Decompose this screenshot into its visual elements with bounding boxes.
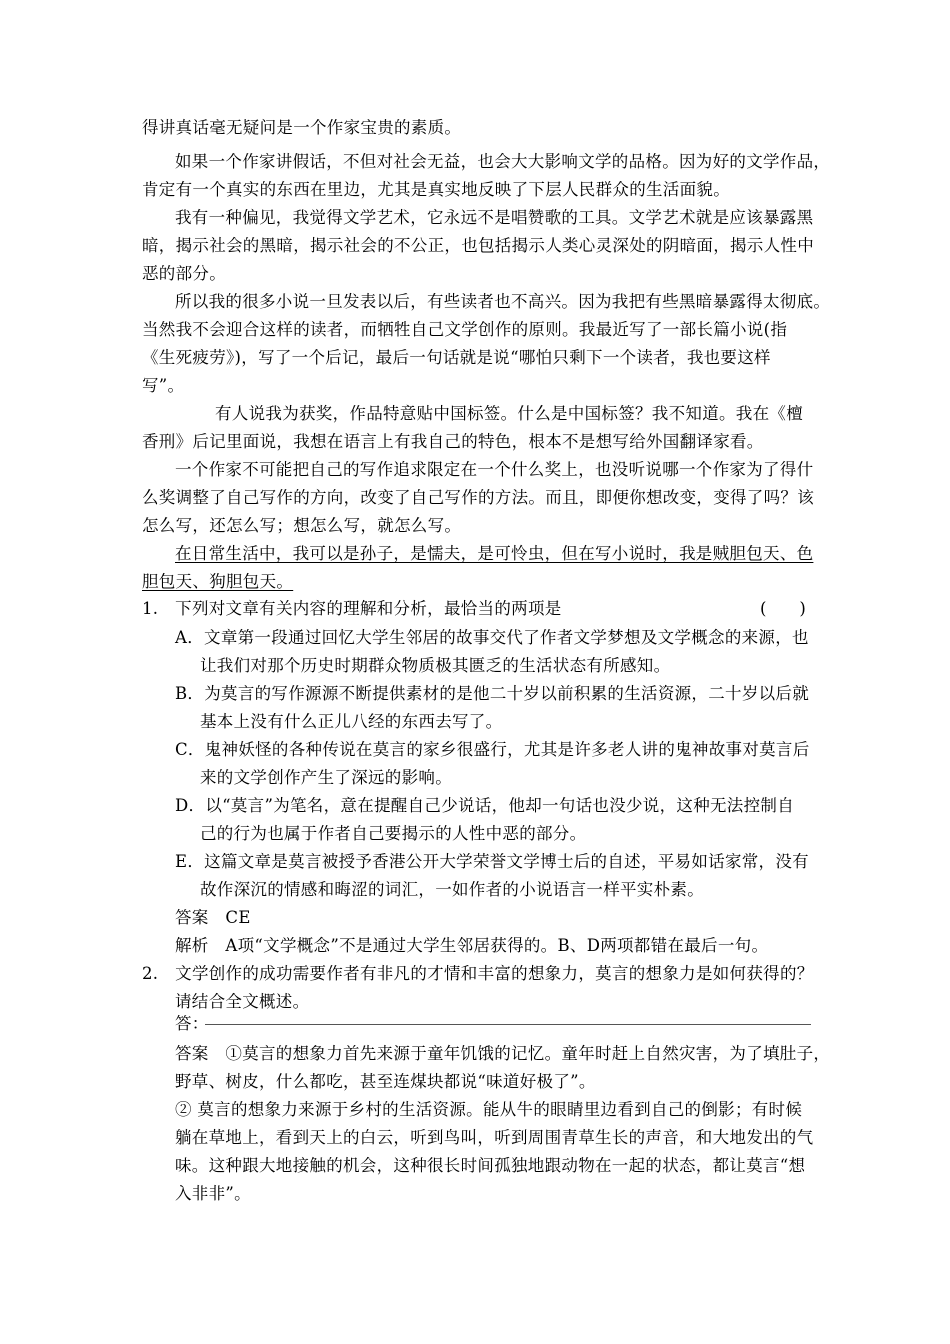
question-2-answer-line: ② 莫言的想象力来源于乡村的生活资源。能从牛的眼睛里边看到自己的倒影；有时候 <box>175 1100 803 1119</box>
paragraph-line: 所以我的很多小说一旦发表以后，有些读者也不高兴。因为我把有些黑暗暴露得太彻底。 <box>175 292 831 311</box>
paragraph-line: 一个作家不可能把自己的写作追求限定在一个什么奖上，也没听说哪一个作家为了得什 <box>175 460 814 479</box>
question-2-answer-line: 野草、树皮，什么都吃，甚至连煤块都说“味道好极了”。 <box>175 1072 596 1091</box>
question-2-answer-line: 味。这种跟大地接触的机会，这种很长时间孤独地跟动物在一起的状态，都让莫言“想 <box>175 1156 806 1175</box>
option-d: D．以“莫言”为笔名，意在提醒自己少说话，他却一句话也没少说，这种无法控制自 <box>175 796 794 815</box>
question-2-answer-line: 躺在草地上，看到天上的白云，听到鸟叫，听到周围青草生长的声音，和大地发出的气 <box>175 1128 814 1147</box>
paragraph-line: 恶的部分。 <box>142 264 226 283</box>
option-a: A．文章第一段通过回忆大学生邻居的故事交代了作者文学梦想及文学概念的来源，也 <box>175 628 809 647</box>
question-2-stem-cont: 请结合全文概述。 <box>175 992 310 1011</box>
paragraph-line: 当然我不会迎合这样的读者，而牺牲自己文学创作的原则。我最近写了一部长篇小说(指 <box>142 320 788 339</box>
answer-bracket: ( ) <box>760 599 806 618</box>
paragraph-line: 肯定有一个真实的东西在里边，尤其是真实地反映了下层人民群众的生活面貌。 <box>142 180 730 199</box>
option-b: B．为莫言的写作源源不断提供素材的是他二十岁以前积累的生活资源，二十岁以后就 <box>175 684 810 703</box>
paragraph-line: 么奖调整了自己写作的方向，改变了自己写作的方法。而且，即便你想改变，变得了吗？该 <box>142 488 814 507</box>
question-2-answer: 答案 ①莫言的想象力首先来源于童年饥饿的记忆。童年时赶上自然灾害，为了填肚子， <box>175 1044 831 1063</box>
option-e: E．这篇文章是莫言被授予香港公开大学荣誉文学博士后的自述，平易如话家常，没有 <box>175 852 809 871</box>
paragraph-line: 得讲真话毫无疑问是一个作家宝贵的素质。 <box>142 118 462 137</box>
option-c: C．鬼神妖怪的各种传说在莫言的家乡很盛行，尤其是许多老人讲的鬼神故事对莫言后 <box>175 740 810 759</box>
option-c-cont: 来的文学创作产生了深远的影响。 <box>200 768 452 787</box>
answer-prompt: 答： <box>175 1014 209 1033</box>
paragraph-line: 《生死疲劳》)，写了一个后记，最后一句话就是说“哪怕只剩下一个读者，我也要这样 <box>142 348 771 367</box>
option-d-cont: 己的行为也属于作者自己要揭示的人性中恶的部分。 <box>200 824 587 843</box>
paragraph-line: 暗，揭示社会的黑暗，揭示社会的不公正，也包括揭示人类心灵深处的阴暗面，揭示人性中 <box>142 236 814 255</box>
question-2-stem: 2. 文学创作的成功需要作者有非凡的才情和丰富的想象力，莫言的想象力是如何获得的？ <box>142 964 814 983</box>
paragraph-line: 我有一种偏见，我觉得文学艺术，它永远不是唱赞歌的工具。文学艺术就是应该暴露黑 <box>175 208 814 227</box>
question-1-analysis: 解析 A项“文学概念”不是通过大学生邻居获得的。B、D两项都错在最后一句。 <box>175 936 769 955</box>
question-1-answer: 答案 CE <box>175 908 251 927</box>
paragraph-line: 如果一个作家讲假话，不但对社会无益，也会大大影响文学的品格。因为好的文学作品， <box>175 152 831 171</box>
paragraph-line: 怎么写，还怎么写；想怎么写，就怎么写。 <box>142 516 462 535</box>
paragraph-line: 写”。 <box>142 376 185 395</box>
answer-blank-line[interactable] <box>205 1023 811 1025</box>
option-a-cont: 让我们对那个历史时期群众物质极其匮乏的生活状态有所感知。 <box>200 656 671 675</box>
option-e-cont: 故作深沉的情感和晦涩的词汇，一如作者的小说语言一样平实朴素。 <box>200 880 704 899</box>
question-1-stem: 1. 下列对文章有关内容的理解和分析，最恰当的两项是 <box>142 599 562 618</box>
underlined-line: 在日常生活中，我可以是孙子，是懦夫，是可怜虫，但在写小说时，我是贼胆包天、色 <box>175 544 814 563</box>
paragraph-line: 有人说我为获奖，作品特意贴中国标签。什么是中国标签？我不知道。我在《檀 <box>215 404 803 423</box>
question-2-answer-line: 入非非”。 <box>175 1184 251 1203</box>
underlined-line: 胆包天、狗胆包天。 <box>142 572 294 591</box>
option-b-cont: 基本上没有什么正儿八经的东西去写了。 <box>200 712 503 731</box>
paragraph-line: 香刑》后记里面说，我想在语言上有我自己的特色，根本不是想写给外国翻译家看。 <box>142 432 764 451</box>
